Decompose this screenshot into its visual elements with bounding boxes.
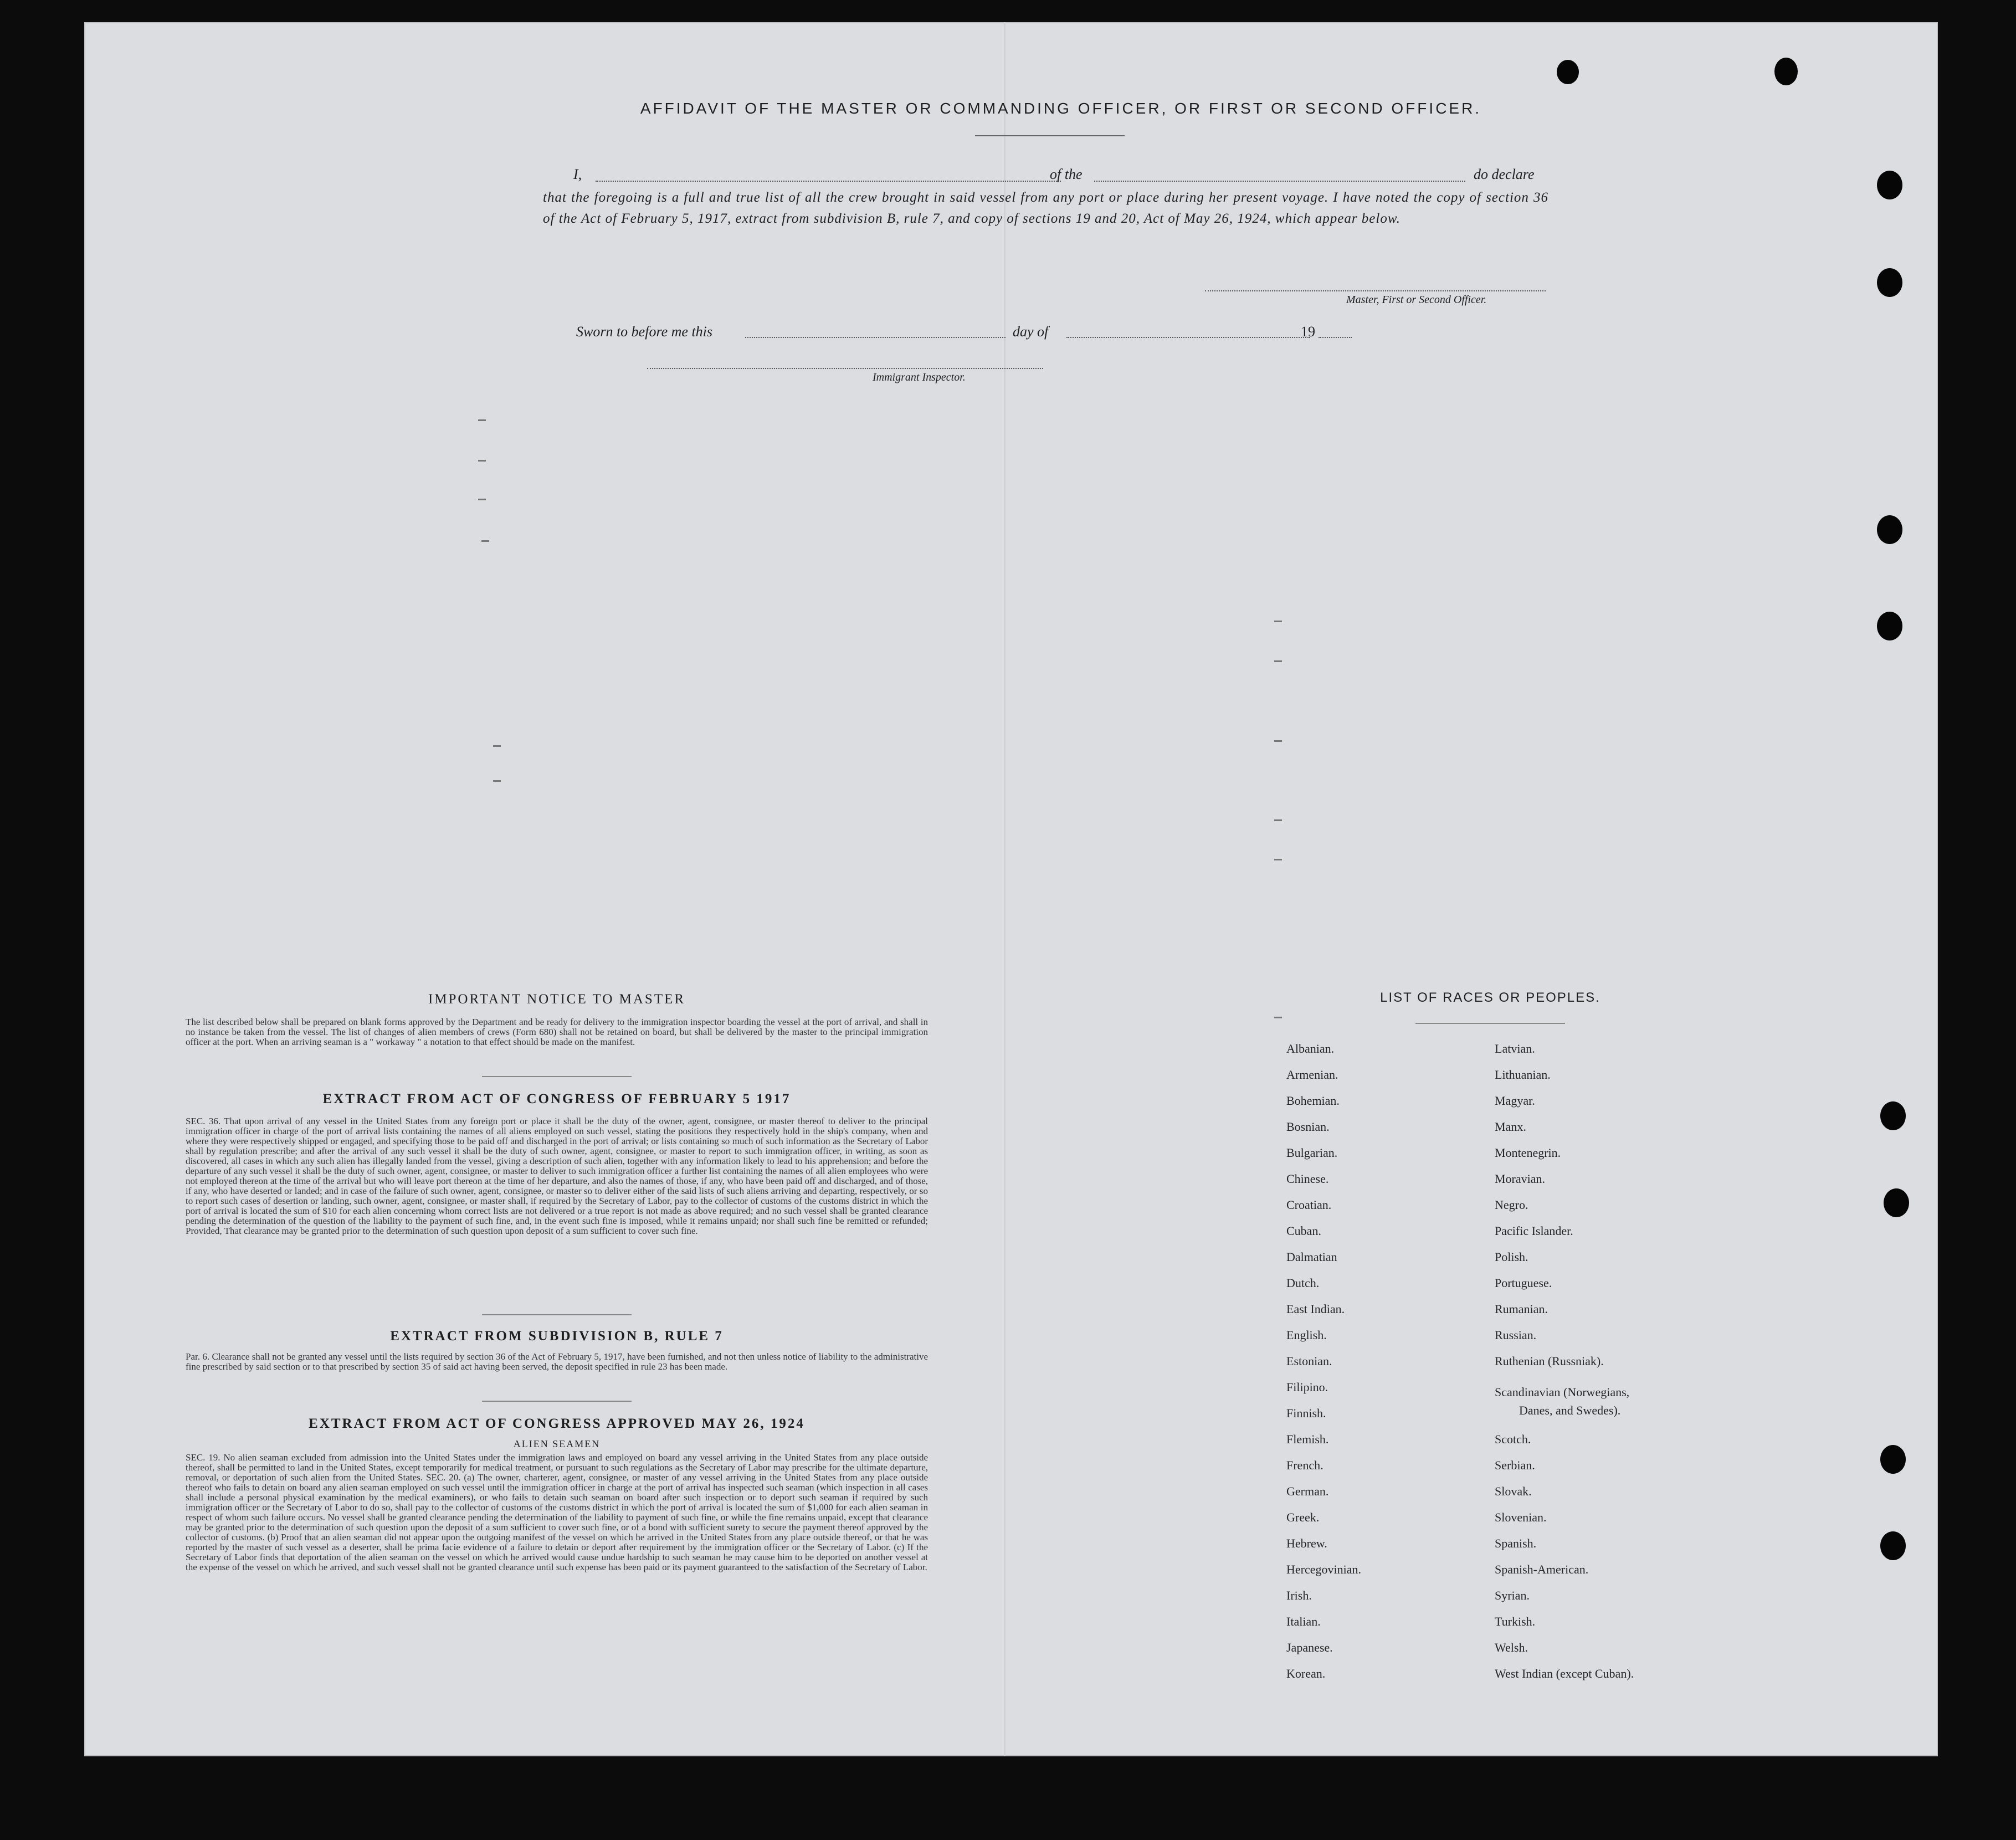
race-item: Scotch.: [1495, 1432, 1531, 1446]
race-item: Serbian.: [1495, 1458, 1535, 1472]
race-item: Pacific Islander.: [1495, 1224, 1573, 1238]
race-item: Magyar.: [1495, 1094, 1535, 1108]
section-rule: [482, 1314, 632, 1315]
margin-tick: [1274, 660, 1282, 662]
race-item: Negro.: [1495, 1198, 1528, 1212]
margin-tick: [481, 540, 489, 542]
margin-tick: [478, 499, 486, 500]
race-item: East Indian.: [1286, 1302, 1345, 1316]
vessel-field[interactable]: [1094, 181, 1465, 182]
race-item: Estonian.: [1286, 1354, 1332, 1368]
margin-tick: [493, 780, 501, 782]
race-item: Hercegovinian.: [1286, 1562, 1361, 1576]
punch-hole: [1884, 1188, 1909, 1217]
punch-hole: [1880, 1445, 1906, 1474]
race-item: Irish.: [1286, 1588, 1312, 1602]
race-item: Bohemian.: [1286, 1094, 1340, 1108]
punch-hole: [1877, 515, 1902, 544]
master-signature-field[interactable]: [1205, 290, 1546, 291]
margin-tick: [1274, 819, 1282, 821]
race-item: Bulgarian.: [1286, 1146, 1338, 1160]
race-item: Armenian.: [1286, 1068, 1338, 1082]
margin-tick: [1274, 859, 1282, 860]
margin-tick: [1274, 621, 1282, 622]
sworn-year-field[interactable]: [1319, 337, 1352, 338]
name-field[interactable]: [596, 181, 1061, 182]
punch-hole: [1774, 58, 1798, 85]
race-item: Latvian.: [1495, 1042, 1535, 1055]
extract-1924-title: EXTRACT FROM ACT OF CONGRESS APPROVED MAY 26, 1924: [309, 1416, 805, 1431]
decl-i: I,: [573, 166, 582, 182]
rule7-text: Par. 6. Clearance shall not be granted any vessel until the lists required by section 36 of the Act of February 5, 1917, have been furnished, and not then unless notice of liability to the administrative fine prescribed by said section or to that prescribed by section 35 of said act having been served, the deposit specified in rule 23 has been made.: [186, 1351, 928, 1372]
punch-hole: [1877, 268, 1902, 297]
race-item: Filipino.: [1286, 1380, 1328, 1394]
margin-tick: [478, 460, 486, 462]
race-item: Turkish.: [1495, 1615, 1536, 1628]
race-item: Spanish.: [1495, 1536, 1537, 1550]
sworn-line: [576, 324, 1352, 346]
race-item: Finnish.: [1286, 1406, 1326, 1420]
race-item: German.: [1286, 1484, 1329, 1498]
sworn-day-field[interactable]: [745, 337, 1006, 338]
race-item: Hebrew.: [1286, 1536, 1327, 1550]
inspector-signature-field[interactable]: [647, 368, 1043, 369]
margin-tick: [493, 745, 501, 747]
decl-do-declare: do declare: [1474, 166, 1535, 182]
race-item: Dalmatian: [1286, 1250, 1337, 1264]
race-item: Greek.: [1286, 1510, 1320, 1524]
races-rule: [1415, 1023, 1565, 1024]
sworn-month-field[interactable]: [1066, 337, 1310, 338]
inspector-label: Immigrant Inspector.: [873, 371, 966, 383]
section-rule: [482, 1076, 632, 1077]
extract-1924-text: SEC. 19. No alien seaman excluded from admission into the United States under the immigration laws and employed on board any vessel arriving in the United States from any place outside thereof, shall be permitted to land in the United States, except temporarily for medical treatment, or pursuant to such regulations as the Secretary of Labor may prescribe for the ultimate departure, removal, or deportation of such alien from the United States. SEC. 20. (a) The owner, charterer, agent, consignee, or master of any vessel arriving in the United States from any place outside thereof who fails to detain on board any alien seaman employed on such vessel until the immigration officer in charge at the port of arrival has inspected such seaman (which inspection in all cases shall include a personal physical examination by the medical examiners), or who fails to detain such seaman on board after such inspection or to deport such seaman if required by such immigration officer or the Secretary of Labor to do so, shall pay to the collector of customs of the customs district in which the port of arrival is located the sum of $1,000 for each alien seaman in respect of whom such failure occurs. No vessel shall be granted clearance pending the determination of the liability to payment of such fine, or while the fine remains unpaid, except that clearance may be granted prior to the determination of such question upon the deposit of a sum sufficient to cover such fine, or of a bond with sufficient surety to secure the payment thereof approved by the collector of customs. (b) Proof that an alien seaman did not appear upon the outgoing manifest of the vessel on which he arrived in the United States from any place outside thereof, or that he was reported by the master of such vessel as a deserter, shall be prima facie evidence of a failure to detain or deport after requirement by the immigration officer or the Secretary of Labor. (c) If the Secretary of Labor finds that deportation of the alien seaman on the vessel on which he arrived would cause undue hardship to such seaman he may cause him to be deported on another vessel at the expense of the vessel on which he arrived, and such vessel shall not be granted clearance until such expense has been paid or its payment guaranteed to the satisfaction of the Secretary of Labor.: [186, 1452, 928, 1572]
center-fold: [1004, 22, 1006, 1756]
race-item: Spanish-American.: [1495, 1562, 1589, 1576]
notice-title: IMPORTANT NOTICE TO MASTER: [428, 992, 686, 1007]
race-item: Chinese.: [1286, 1172, 1329, 1186]
race-item: French.: [1286, 1458, 1324, 1472]
race-item: Moravian.: [1495, 1172, 1546, 1186]
declaration-body: that the foregoing is a full and true list of all the crew brought in said vessel from any port or place during her present voyage. I have noted the copy of section 36 of the Act of February 5, 1917, extract from subdivision B, rule 7, and copy of sections 19 and 20, Act of May 26, 1924, which appear below.: [543, 190, 1548, 226]
day-of-label: day of: [1013, 324, 1049, 340]
race-item: West Indian (except Cuban).: [1495, 1667, 1634, 1680]
race-item: Korean.: [1286, 1667, 1326, 1680]
race-item: Rumanian.: [1495, 1302, 1548, 1316]
race-item: Japanese.: [1286, 1641, 1333, 1654]
race-item: English.: [1286, 1328, 1327, 1342]
sworn-label: Sworn to before me this: [576, 324, 713, 340]
section-rule: [482, 1401, 632, 1402]
race-item: Syrian.: [1495, 1588, 1530, 1602]
margin-tick: [478, 419, 486, 421]
race-item: Cuban.: [1286, 1224, 1321, 1238]
race-item: Ruthenian (Russniak).: [1495, 1354, 1604, 1368]
extract-1917-title: EXTRACT FROM ACT OF CONGRESS OF FEBRUARY 5 1917: [322, 1091, 791, 1106]
race-item: Slovenian.: [1495, 1510, 1547, 1524]
race-item: Scandinavian (Norwegians,: [1495, 1385, 1630, 1399]
race-item: Welsh.: [1495, 1641, 1528, 1654]
notice-text: The list described below shall be prepared on blank forms approved by the Department and be ready for delivery to the immigration inspector boarding the vessel at the port of arrival, and shall in no instance be taken from the vessel. The list of changes of alien members of crews (Form 680) shall not be retained on board, but shall be delivered by the master to the principal immigration officer at the port. When an arriving seaman is a " workaway " a notation to that effect should be made on the manifest.: [186, 1017, 928, 1047]
punch-hole: [1880, 1101, 1906, 1130]
race-item: Polish.: [1495, 1250, 1528, 1264]
race-item: Dutch.: [1286, 1276, 1320, 1290]
race-item: Flemish.: [1286, 1432, 1329, 1446]
race-item: Croatian.: [1286, 1198, 1332, 1212]
affidavit-title: AFFIDAVIT OF THE MASTER OR COMMANDING OFFICER, OR FIRST OR SECOND OFFICER.: [640, 100, 1482, 117]
declaration-line: [573, 166, 1548, 188]
year-prefix: 19: [1301, 324, 1315, 340]
race-item: Slovak.: [1495, 1484, 1532, 1498]
race-item: Bosnian.: [1286, 1120, 1330, 1134]
extract-1924-subtitle: ALIEN SEAMEN: [513, 1438, 601, 1449]
race-item: Montenegrin.: [1495, 1146, 1561, 1160]
race-item: Russian.: [1495, 1328, 1537, 1342]
punch-hole: [1877, 171, 1902, 199]
race-item: Danes, and Swedes).: [1519, 1403, 1621, 1417]
rule7-title: EXTRACT FROM SUBDIVISION B, RULE 7: [390, 1329, 724, 1344]
race-item: Albanian.: [1286, 1042, 1335, 1055]
master-signature-label: Master, First or Second Officer.: [1346, 294, 1487, 306]
decl-of-the: of the: [1050, 166, 1083, 182]
race-item: Portuguese.: [1495, 1276, 1552, 1290]
punch-hole: [1877, 612, 1902, 640]
race-item: Manx.: [1495, 1120, 1526, 1134]
margin-tick: [1274, 740, 1282, 742]
races-title: LIST OF RACES OR PEOPLES.: [1380, 990, 1601, 1005]
title-rule: [975, 135, 1125, 136]
extract-1917-text: SEC. 36. That upon arrival of any vessel in the United States from any foreign port or place it shall be the duty of the owner, agent, consignee, or master thereof to deliver to the principal immigration officer in charge of the port of arrival lists containing the names of all aliens employed on such vessel, stating the positions they respectively hold in the ship's company, when and where they were respectively shipped or engaged, and specifying those to be paid off and discharged in the port of arrival; or lists containing so much of such information as the Secretary of Labor shall by regulation prescribe; and after the arrival of any such vessel it shall be the duty of such owner, agent, consignee, or master to report to such immigration officer, in writing, as soon as discovered, all cases in which any such alien has illegally landed from the vessel, giving a description of such alien, together with any information likely to lead to his apprehension; and before the departure of any such vessel it shall be the duty of such owner, agent, consignee, or master to deliver to such immigration officer a further list containing the names of all alien employees who were not employed thereon at the time of the arrival but who will leave port thereon at the time of her departure, and also the names of those, if any, who have been paid off and discharged, and of those, if any, who have deserted or landed; and in case of the failure of such owner, agent, consignee, or master so to deliver either of the said lists of such aliens arriving and departing, respectively, or so to report such cases of desertion or landing, such owner, agent, consignee, or master shall, if required by the Secretary of Labor, pay to the collector of customs of the customs district in which the port of arrival is located the sum of $10 for each alien concerning whom correct lists are not delivered or a true report is not made as above required; and no such vessel shall be granted clearance pending the determination of the question of the liability to the payment of such fine, and, in the event such fine is imposed, while it remains unpaid; nor shall such fine be remitted or refunded; Provided, That clearance may be granted prior to the determination of such question upon deposit of a sum sufficient to cover such fine.: [186, 1116, 928, 1236]
race-item: Italian.: [1286, 1615, 1321, 1628]
margin-tick: [1274, 1017, 1282, 1018]
punch-hole: [1557, 60, 1579, 84]
race-item: Lithuanian.: [1495, 1068, 1551, 1082]
punch-hole: [1880, 1531, 1906, 1560]
